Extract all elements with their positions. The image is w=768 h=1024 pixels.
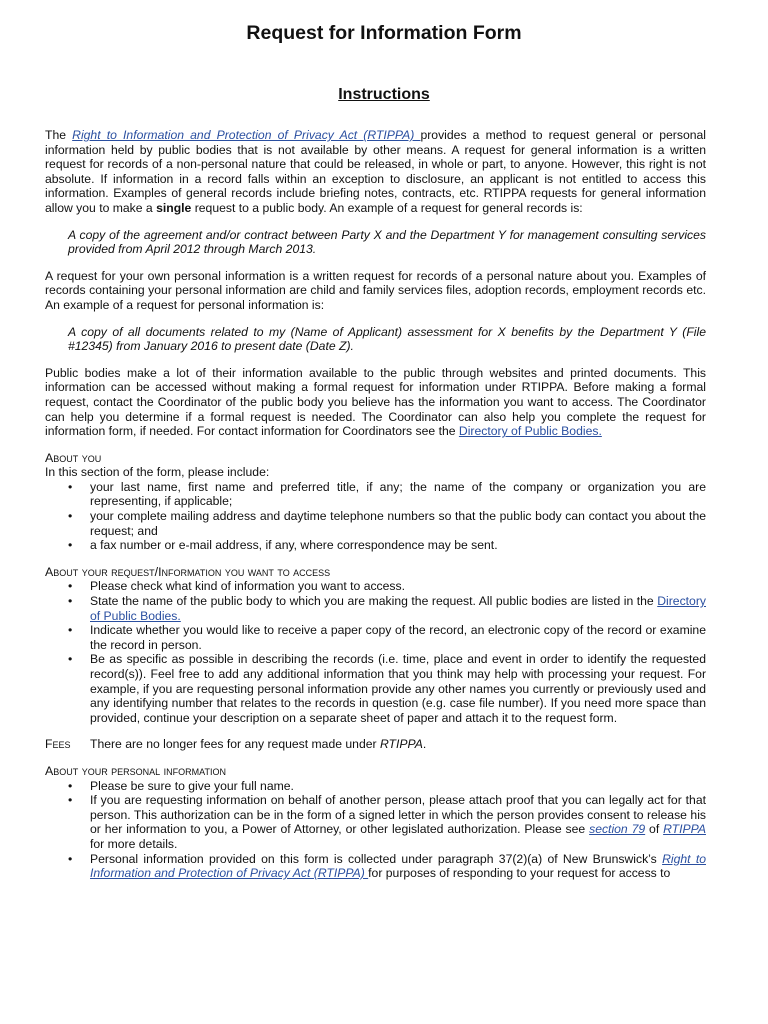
list-item-text: If you are requesting information on behalf of another person, please attach proof that you can legally act for that person. This authorization can be in the form of a signed letter in which the person provides consent to release his or her information to you, a Power of Attorney, or other legislated authorization. Please see	[90, 793, 706, 837]
list-item-text: for purposes of responding to your request for access to	[368, 866, 671, 881]
directory-public-bodies-link[interactable]: Directory of Public Bodies.	[458, 424, 602, 439]
list-item	[45, 852, 706, 881]
directory-public-bodies-link-2[interactable]: Directory of Public Bodies.	[90, 594, 706, 623]
general-request-example: A copy of the agreement and/or contract between Party X and the Department Y for management consulting services provided from April 2012 through March 2013.	[68, 227, 706, 257]
about-you-lead: In this section of the form, please include:	[45, 465, 270, 480]
list-item: • Be as specific as possible in describing the records (i.e. time, place and event in order to identify the requested record(s)). Feel free to add any additional information that you think may help with processing your request. For example, if you are requesting personal information provide any other names you currently or previously used and any identifying number that relates to the records in question (e.g. case file number). If you need more space than provided, continue your description on a separate sheet of paper and attach it to the request form.	[45, 652, 706, 725]
rtippa-act-link-2[interactable]: Right to Information and Protection of Privacy Act (RTIPPA)	[90, 851, 706, 881]
list-item: • a fax number or e-mail address, if any, where correspondence may be sent.	[45, 538, 706, 553]
rtippa-link[interactable]: RTIPPA	[663, 822, 706, 837]
personal-request-example: A copy of all documents related to my (Name of Applicant) assessment for X benefits by the Department Y (File #12345) from January 2016 to present date (Date Z).	[68, 324, 706, 354]
intro-paragraph-3	[45, 366, 706, 439]
rtippa-act-link[interactable]: Right to Information and Protection of Privacy Act (RTIPPA)	[72, 128, 421, 142]
list-item-text: Personal information provided on this form is collected under paragraph 37(2)(a) of New Brunswick’s	[90, 851, 663, 866]
list-item: • Please check what kind of information you want to access.	[45, 579, 706, 594]
list-item: • Please be sure to give your full name.	[45, 779, 706, 794]
intro-text-end: request to a public body. An example of a request for general records is:	[191, 200, 583, 215]
fees-text: There are no longer fees for any request made under	[90, 737, 380, 752]
intro-paragraph-1	[45, 128, 706, 216]
about-request-list	[45, 579, 706, 725]
section-79-link[interactable]: section 79	[589, 822, 646, 837]
fees-label: Fees	[45, 737, 71, 752]
about-you-list	[45, 480, 706, 553]
list-item-text: of	[645, 822, 664, 837]
about-request-heading: About your request/Information you want to access	[45, 564, 331, 579]
about-personal-list	[45, 779, 706, 881]
document-body	[45, 128, 706, 881]
list-item: • your complete mailing address and daytime telephone numbers so that the public body can contact you about the request; and	[45, 509, 706, 538]
intro-text-start: The	[45, 128, 73, 142]
instructions-heading: Instructions	[338, 86, 430, 103]
list-item-text: for more details.	[90, 836, 178, 851]
intro-paragraph-2: A request for your own personal information is a written request for records of a personal nature about you. Examples of records containing your personal information are child and family services files, adoption records, employment records etc. An example of a request for personal information is:	[45, 268, 706, 312]
list-item-text: State the name of the public body to which you are making the request. All public bodies are listed in the	[90, 594, 658, 609]
page-title: Request for Information Form	[246, 22, 522, 44]
list-item: • your last name, first name and preferred title, if any; the name of the company or organization you are representing, if applicable;	[45, 480, 706, 509]
about-you-heading: About you	[45, 450, 102, 465]
list-item: • Indicate whether you would like to receive a paper copy of the record, an electronic copy of the record or examine the record in person.	[45, 623, 706, 652]
fees-paragraph	[45, 737, 706, 752]
intro-paragraph-3-text: Public bodies make a lot of their information available to the public through websites and printed documents. This information can be accessed without making a formal request for information under RTIPPA. Before making a formal request, contact the Coordinator of the public body you believe has the information you want to access. The Coordinator can help you determine if a formal request is needed. The Coordinator can also help you complete the request for information form, if needed. For contact information for Coordinators see the	[45, 365, 706, 439]
list-item	[45, 793, 706, 851]
fees-rtippa: RTIPPA	[379, 737, 423, 752]
fees-end: .	[422, 737, 427, 752]
about-personal-heading: About your personal information	[45, 763, 226, 778]
intro-bold-single: single	[156, 200, 192, 215]
list-item	[45, 594, 706, 623]
intro-text-body: provides a method to request general or personal information held by public bodies that is not available by other means. A request for general information is a written request for records of a non-personal nature that could be released, in whole or part, to anyone. However, this right is not absolute. If information in a record falls within an exception to disclosure, an applicant is not entitled to access this information. Examples of general records include briefing notes, contracts, etc. RTIPPA requests for general information allow you to make a	[45, 128, 706, 215]
